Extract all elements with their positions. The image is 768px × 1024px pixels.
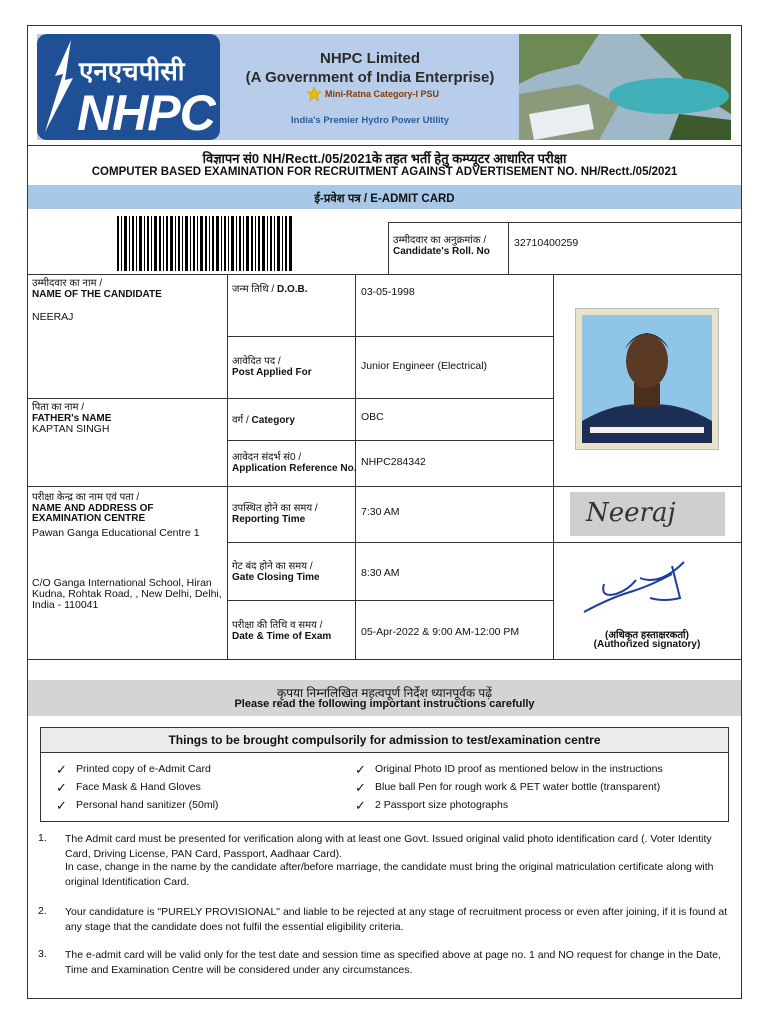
authorized-signature xyxy=(580,558,702,618)
logo-text: NHPC xyxy=(77,85,215,140)
dam-photo xyxy=(519,34,731,140)
table-line xyxy=(28,486,741,487)
check-icon: ✓ xyxy=(355,798,366,813)
dob-label xyxy=(232,284,308,295)
table-line xyxy=(28,659,741,660)
check-icon: ✓ xyxy=(56,798,67,813)
check-icon: ✓ xyxy=(355,762,366,777)
candidate-signature-text: Neeraj xyxy=(586,498,676,528)
category-label xyxy=(232,415,295,426)
list-item: Original Photo ID proof as mentioned below in the instructions xyxy=(375,763,663,775)
roll-box-divider xyxy=(388,222,389,274)
roll-number: 32710400259 xyxy=(514,237,579,249)
table-line xyxy=(227,274,228,659)
list-item: Blue ball Pen for rough work & PET water bottle (transparent) xyxy=(375,781,661,793)
table-line xyxy=(227,336,553,337)
centre-label-1: NAME AND ADDRESS OF xyxy=(32,503,154,514)
table-line xyxy=(227,600,553,601)
category-label-en: Category xyxy=(251,415,295,426)
admit-card-title: ई-प्रवेश पत्र / E-ADMIT CARD xyxy=(314,193,455,205)
name-label-hindi: उम्मीदवार का नाम / xyxy=(32,278,103,289)
point-text: The Admit card must be presented for verification along with at least one Govt. Issued original valid photo identification card (. Voter Identity Card, Driving License, PAN Card, Passport, Aadhaar Card). xyxy=(65,833,712,860)
title-hindi: विज्ञापन सं0 NH/Rectt./05/2021के तहत भर्ती हेतु कम्प्यूटर आधारित परीक्षा xyxy=(202,151,567,166)
reporting-value: 7:30 AM xyxy=(361,506,400,518)
roll-box-divider xyxy=(508,222,509,274)
star-icon xyxy=(306,86,322,102)
category-value: OBC xyxy=(361,411,384,423)
gate-label: Gate Closing Time xyxy=(232,572,320,583)
dob-label-hindi: जन्म तिथि / xyxy=(232,284,275,295)
exam-label: Date & Time of Exam xyxy=(232,631,332,642)
instructions-heading-hindi: कृपया निम्नलिखित महत्वपूर्ण निर्देश ध्यानपूर्वक पढ़ें xyxy=(277,686,492,700)
candidate-photo xyxy=(575,308,719,450)
father-label: FATHER's NAME xyxy=(32,413,112,424)
instructions-heading: Please read the following important instructions carefully xyxy=(234,698,535,710)
check-icon: ✓ xyxy=(56,762,67,777)
reporting-label-hindi: उपस्थित होने का समय / xyxy=(232,503,318,514)
table-line xyxy=(553,274,554,659)
list-item: Face Mask & Hand Gloves xyxy=(76,781,201,793)
dob-label-en: D.O.B. xyxy=(276,284,308,295)
auth-signatory: (Authorized signatory) xyxy=(593,639,701,650)
roll-box-top xyxy=(388,222,741,223)
centre-address: C/O Ganga International School, Hiran Kudna, Rohtak Road, , New Delhi, Delhi, India - 110041 xyxy=(32,577,222,611)
org-subtitle: (A Government of India Enterprise) xyxy=(245,69,495,86)
point-text: Your candidature is "PURELY PROVISIONAL" and liable to be rejected at any stage of recruitment process or even after joining, if it is found at any stage that the candidate does not fulfil the essential eligibility criteria. xyxy=(65,906,728,933)
check-icon: ✓ xyxy=(355,780,366,795)
gate-value: 8:30 AM xyxy=(361,567,400,579)
table-line xyxy=(227,440,553,441)
roll-label: Candidate's Roll. No xyxy=(393,246,490,257)
tagline: India's Premier Hydro Power Utility xyxy=(291,115,449,126)
post-label: Post Applied For xyxy=(232,367,312,378)
things-box-title: Things to be brought compulsorily for admission to test/examination centre xyxy=(168,733,601,747)
reporting-label: Reporting Time xyxy=(232,514,306,525)
point-text: In case, change in the name by the candidate after/before marriage, the candidate must bring the original matriculation certificate along with original Identification Card. xyxy=(65,861,714,888)
appref-value: NHPC284342 xyxy=(361,456,426,468)
category-label-hindi: वर्ग / xyxy=(232,415,249,426)
appref-label: Application Reference No. xyxy=(232,463,357,474)
centre-label-2: EXAMINATION CENTRE xyxy=(32,513,146,524)
list-item: 2 Passport size photographs xyxy=(375,799,509,811)
check-icon: ✓ xyxy=(56,780,67,795)
centre-label-hindi: परीक्षा केन्द्र का नाम एवं पता / xyxy=(32,492,140,503)
table-line xyxy=(28,274,741,275)
nhpc-logo xyxy=(37,34,220,140)
title-english: COMPUTER BASED EXAMINATION FOR RECRUITMENT AGAINST ADVERTISEMENT NO. NH/Rectt./05/2021 xyxy=(91,166,678,178)
table-line xyxy=(227,542,741,543)
table-line xyxy=(28,398,553,399)
point-number: 3. xyxy=(38,948,47,960)
point-number: 2. xyxy=(38,905,47,917)
candidate-name: NEERAJ xyxy=(32,311,74,323)
father-label-hindi: पिता का नाम / xyxy=(32,402,85,413)
org-name: NHPC Limited xyxy=(319,50,420,67)
post-value: Junior Engineer (Electrical) xyxy=(361,360,488,372)
appref-label-hindi: आवेदन संदर्भ सं0 / xyxy=(232,452,302,463)
candidate-signature xyxy=(570,492,725,536)
logo-hindi-text: एनएचपीसी xyxy=(79,56,185,86)
list-item: Personal hand sanitizer (50ml) xyxy=(76,799,219,811)
gate-label-hindi: गेट बंद होने का समय / xyxy=(232,561,313,572)
name-label: NAME OF THE CANDIDATE xyxy=(32,289,162,300)
father-name: KAPTAN SINGH xyxy=(32,423,110,435)
point-text: The e-admit card will be valid only for the test date and session time as specified above at page no. 1 and NO request for change in the Date, Time and Examination Centre will be considered under any circumstances. xyxy=(65,949,722,976)
post-label-hindi: आवेदित पद / xyxy=(232,356,281,367)
exam-label-hindi: परीक्षा की तिथि व समय / xyxy=(232,620,323,631)
exam-value: 05-Apr-2022 & 9:00 AM-12:00 PM xyxy=(361,626,520,638)
auth-signatory-hindi: (अधिकृत हस्ताक्षरकर्ता) xyxy=(605,630,689,641)
centre-name: Pawan Ganga Educational Centre 1 xyxy=(32,527,200,539)
category-badge: Mini-Ratna Category-I PSU xyxy=(325,89,440,99)
point-number: 1. xyxy=(38,832,47,844)
divider xyxy=(28,145,741,146)
dob-value: 03-05-1998 xyxy=(361,286,415,298)
list-item: Printed copy of e-Admit Card xyxy=(76,763,211,775)
barcode xyxy=(117,216,292,271)
roll-label-hindi: उम्मीदवार का अनुक्रमांक / xyxy=(393,235,487,246)
